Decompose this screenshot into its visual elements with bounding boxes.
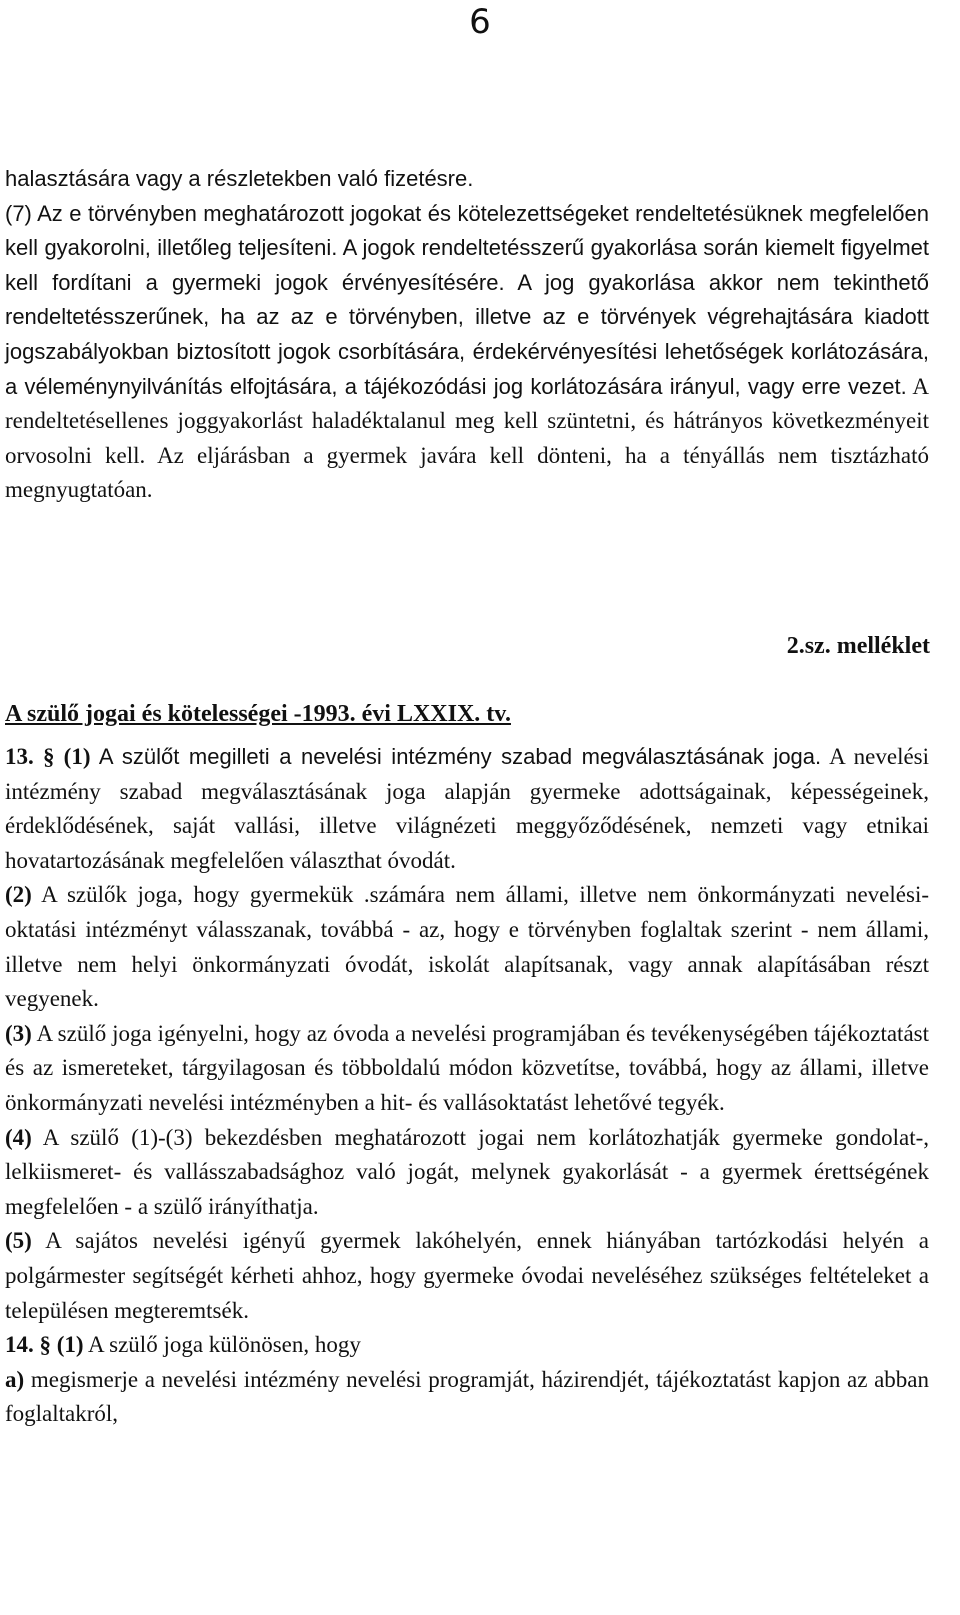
section-14-mark: § (1) [39, 1332, 84, 1358]
section-heading: A szülő jogai és kötelességei -1993. évi LXXIX. tv. [5, 701, 511, 727]
paragraph-5-text: A sajátos nevelési igényű gyermek lakóhelyén, ennek hiányában tartózkodási helyén a polgármester segítségét kérheti ahhoz, hogy gyermeke óvodai neveléséhez szükséges feltételeket a településen megteremtsék. [5, 1228, 929, 1323]
paragraph-7-text-a: (7) Az e törvényben meghatározott jogokat és kötelezettségeket rendeltetésüknek megfelelően kell gyakorolni, illetőleg teljesíteni. A jogok rendeltetésszerű gyakorlása során kiemelt figyelmet kell fordítani a gyermeki jogok érvényesítésére. [5, 200, 929, 295]
section-13-text-a: A szülőt megilleti a nevelési intézmény szabad megválasztásának joga. [90, 744, 822, 769]
point-a-label: a) [5, 1366, 25, 1392]
paragraph-4-number: (4) [5, 1124, 32, 1150]
paragraph-3-number: (3) [5, 1020, 32, 1046]
paragraph-7-text-b: A jog gyakorlása akkor nem tekinthető rendeltetésszerűnek, ha az az e törvényben, illetve az e törvények végrehajtására kiadott jogszabályokban biztosított jogok csorbítására, érdekérvényesítési lehetőségek korlátozására, a véleménynyilvánítás elfojtására, a tájékozódási jog korlátozására irányul, vagy erre vezet. [5, 269, 929, 399]
section-13-number: 13. [5, 744, 34, 769]
paragraph-7 [5, 197, 929, 508]
paragraph-7-text-c: A rendeltetésellenes joggyakorlást haladéktalanul meg kell szüntetni, és hátrányos következményeit orvosolni kell. Az eljárásban a gyermek javára kell dönteni, ha a tényállás nem tisztázható megnyugtatóan. [5, 373, 929, 503]
paragraph-4-text: A szülő (1)-(3) bekezdésben meghatározott jogai nem korlátozhatják gyermeke gondolat-, lelkiismeret- és vallásszabadsághoz való jogát, melynek gyakorlását - a gyermek érettségének megfelelően - a szülő irányíthatja. [5, 1124, 929, 1219]
section-13-paragraph-1 [5, 740, 929, 878]
section-14-text: A szülő joga különösen, hogy [83, 1332, 361, 1358]
section-13-text-b: A nevelési intézmény szabad megválasztásának joga alapján gyermeke adottságainak, képességeinek, érdeklődésének, saját vallási, illetve világnézeti meggyőződésének, nemzeti vagy etnikai hovatartozásának megfelelően választhat óvodát. [5, 744, 930, 873]
section-14-point-a [5, 1363, 929, 1432]
section-13-paragraph-3 [5, 1017, 929, 1121]
section-13-paragraph-4 [5, 1121, 929, 1225]
section-13-mark: § (1) [42, 744, 91, 769]
section-14-paragraph-1 [5, 1328, 929, 1363]
law-excerpt-bottom [5, 740, 929, 1432]
paragraph-5-number: (5) [5, 1228, 32, 1254]
paragraph-2-number: (2) [5, 882, 32, 908]
continuation-text: halasztására vagy a részletekben való fizetésre. [5, 166, 474, 191]
law-excerpt-top [5, 162, 929, 508]
annex-label: 2.sz. melléklet [786, 633, 930, 659]
page-number: 6 [469, 2, 491, 42]
section-13-paragraph-2 [5, 878, 929, 1016]
section-13-paragraph-5 [5, 1224, 929, 1328]
section-14-number: 14. [5, 1332, 34, 1358]
continuation-line [5, 162, 929, 197]
paragraph-2-text: A szülők joga, hogy gyermekük .számára nem állami, illetve nem önkormányzati nevelési-oktatási intézményt válasszanak, továbbá - az, hogy e törvényben foglaltak szerint - nem állami, illetve nem helyi önkormányzati óvodát, iskolát alapítsanak, vagy annak alapításában részt vegyenek. [5, 882, 929, 1012]
point-a-text: megismerje a nevelési intézmény nevelési programját, házirendjét, tájékoztatást kapjon az abban foglaltakról, [5, 1366, 929, 1427]
paragraph-3-text: A szülő joga igényelni, hogy az óvoda a nevelési programjában és tevékenységében tájékoztatást és az ismereteket, tárgyilagosan és többoldalú módon közvetítse, továbbá, hogy az állami, illetve önkormányzati nevelési intézményben a hit- és vallásoktatást lehetővé tegyék. [5, 1020, 929, 1115]
